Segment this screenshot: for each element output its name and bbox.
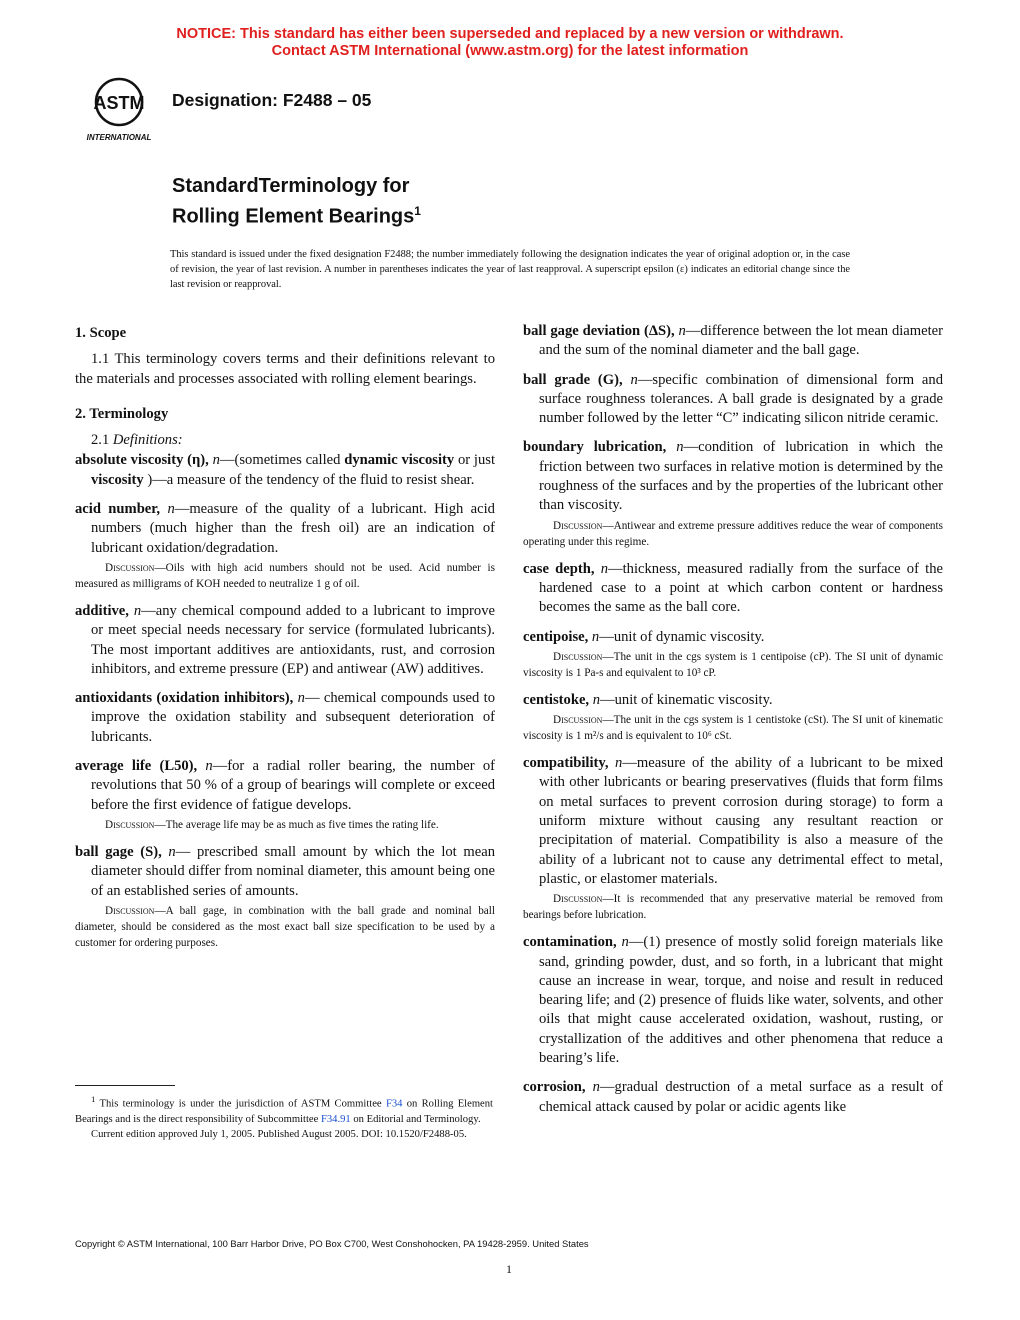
term-label: boundary lubrication, [523, 439, 667, 456]
term-centipoise [523, 628, 943, 647]
term-absolute-viscosity [75, 451, 495, 490]
term-definition: —for a radial roller bearing, the number of revolutions that 50 % of a group of bearings will complete or exceed before the first evidence of fatigue develops. [91, 758, 495, 813]
term-definition: — prescribed small amount by which the lot mean diameter should differ from nominal diameter, this amount being one of an established series of amounts. [91, 843, 496, 899]
astm-logo [76, 74, 162, 144]
discussion-label: Discussion [105, 818, 155, 831]
term-definition: —unit of dynamic viscosity. [599, 628, 765, 645]
title-line-2: Rolling Element Bearings [172, 205, 415, 228]
left-column [75, 322, 495, 961]
term-label: antioxidants (oxidation inhibitors), [75, 690, 294, 707]
term-definition: — chemical compounds used to improve the oxidation stability and subsequent deterioration of lubricants. [91, 690, 495, 745]
term-label: ball gage deviation (ΔS), [523, 323, 675, 339]
term-label: absolute viscosity (η), [75, 452, 209, 469]
term-additive [75, 602, 495, 679]
term-pos: n [205, 758, 213, 775]
term-pos: n [676, 439, 684, 456]
discussion-ball-gage [75, 903, 495, 951]
term-compatibility [523, 754, 943, 889]
discussion-centistoke [523, 712, 943, 744]
footnote-text: This terminology is under the jurisdiction of ASTM Committee [95, 1098, 386, 1110]
term-label: additive, [75, 602, 129, 619]
discussion-compatibility [523, 891, 943, 923]
page-number: 1 [506, 1262, 512, 1276]
term-pos: n [297, 690, 305, 707]
discussion-text: —Antiwear and extreme pressure additives reduce the wear of components operating under this regime. [523, 519, 943, 548]
term-label: contamination, [523, 934, 617, 951]
term-label: case depth, [523, 560, 595, 577]
term-label: ball gage (S), [75, 843, 162, 860]
term-pos: n [600, 560, 609, 577]
title-line-1: StandardTerminology for [172, 175, 410, 197]
discussion-boundary-lubrication [523, 518, 943, 550]
scope-heading: 1. Scope [75, 325, 127, 341]
term-def-part: or just [454, 452, 496, 469]
term-ball-gage-deviation [523, 322, 943, 361]
term-antioxidants [75, 689, 495, 747]
definitions-number: 2.1 [91, 432, 113, 449]
term-label: compatibility, [523, 755, 609, 772]
discussion-average-life [75, 817, 495, 833]
term-pos: n [615, 755, 623, 772]
term-label: centipoise, [523, 628, 589, 645]
footnote-text: on Editorial and Terminology. [350, 1113, 481, 1125]
discussion-centipoise [523, 649, 943, 681]
term-definition: —gradual destruction of a metal surface as a result of chemical attack caused by polar or acidic agents like [539, 1079, 943, 1115]
right-column [523, 322, 943, 1127]
term-def-part: —(sometimes called [219, 452, 345, 469]
notice-line-2: Contact ASTM International (www.astm.org) for the latest information [271, 43, 749, 59]
term-pos: n [212, 452, 220, 469]
term-pos: n [678, 323, 686, 339]
copyright: Copyright © ASTM International, 100 Barr Harbor Drive, PO Box C700, West Conshohocken, PA 19428-2959. United States [75, 1238, 589, 1249]
term-ball-grade [523, 371, 943, 429]
term-centistoke [523, 691, 943, 710]
term-definition: —any chemical compound added to a lubricant to improve or meet special needs necessary for service (formulated lubricants). The most important additives are antioxidants, rust, and corrosion inhibitors, and extreme pressure (EP) and antiwear (AW) additives. [91, 602, 495, 677]
term-ball-gage [75, 843, 495, 901]
designation: Designation: F2488 – 05 [172, 90, 372, 110]
notice-banner [0, 26, 1020, 60]
scope-paragraph: 1.1 This terminology covers terms and their definitions relevant to the materials and processes associated with rolling element bearings. [75, 351, 495, 387]
footnote-mark: 1 [91, 1094, 96, 1104]
term-definition: —measure of the quality of a lubricant. High acid numbers (much higher than the fresh oil) are an indication of lubricant oxidation/degradation. [91, 501, 495, 556]
term-average-life [75, 757, 495, 815]
term-label: centistoke, [523, 691, 590, 708]
footnote-edition: Current edition approved July 1, 2005. Published August 2005. DOI: 10.1520/F2488-05. [91, 1128, 467, 1140]
committee-link[interactable]: F34 [385, 1098, 403, 1110]
term-pos: n [621, 934, 629, 951]
title-footnote-mark: 1 [414, 204, 421, 218]
terminology-heading: 2. Terminology [75, 405, 169, 422]
discussion-text: —The unit in the cgs system is 1 centipoise (cP). The SI unit of dynamic viscosity is 1 Pa-s and equivalent to 10³ cP. [523, 650, 943, 679]
discussion-text: —The average life may be as much as five times the rating life. [154, 818, 439, 831]
discussion-label: Discussion [105, 904, 155, 917]
term-pos: n [133, 602, 142, 619]
subcommittee-link[interactable]: F34.91 [320, 1113, 351, 1125]
term-label: average life (L50), [75, 758, 198, 775]
term-label: acid number, [75, 501, 161, 518]
term-pos: n [630, 371, 638, 388]
discussion-label: Discussion [553, 893, 603, 906]
term-definition: —(1) presence of mostly solid foreign materials like sand, grinding powder, dust, and so forth, in a lubricant that might cause an increase in wear, torque, and noise and result in reduced bearing life; and (2) presence of fluids like water, solvents, and other oils that might cause accelerated oxidation, washout, rusting, or crystallization of the additives and other phenomena that reduce a bearing’s life. [539, 934, 943, 1067]
term-label: corrosion, [523, 1079, 586, 1096]
discussion-acid-number [75, 560, 495, 592]
notice-line-1: NOTICE: This standard has either been superseded and replaced by a new version or withdrawn. [176, 26, 844, 42]
term-case-depth [523, 560, 943, 618]
term-pos: n [168, 843, 176, 860]
term-corrosion [523, 1078, 943, 1117]
term-pos: n [591, 628, 600, 645]
term-pos: n [592, 1079, 600, 1096]
term-definition: —thickness, measured radially from the surface of the hardened case to a point at which carbon content or hardness becomes the same as the ball core. [539, 560, 943, 616]
term-boundary-lubrication [523, 438, 943, 515]
term-pos: n [592, 691, 601, 708]
term-definition: —measure of the ability of a lubricant to be mixed with other lubricants or bearing preservatives (fluids that form films on metal surfaces to prevent corrosion during storage) to form a uniform mixture without causing any resultant reaction or precipitation of material. Compatibility is also a measure of the ability of a lubricant not to cause any detrimental effect to metal, plastic, or elastomer materials. [539, 755, 943, 887]
footnote [75, 1092, 493, 1142]
definitions-label: Definitions: [112, 432, 183, 449]
term-ref: dynamic viscosity [344, 452, 455, 469]
term-acid-number [75, 500, 495, 558]
term-definition: —unit of kinematic viscosity. [600, 691, 773, 708]
logo-subtitle: INTERNATIONAL [86, 133, 152, 142]
footnote-text: on Rolling Element Bearings and is the direct responsibility of Subcommittee [75, 1098, 494, 1125]
document-title [172, 174, 421, 230]
discussion-label: Discussion [105, 561, 155, 574]
definitions-subheading [91, 431, 495, 450]
term-definition: —condition of lubrication in which the friction between two surfaces in relative motion is determined by the roughness of the surfaces and by the properties of the lubricant other than viscosity. [539, 439, 943, 514]
term-label: ball grade (G), [523, 371, 623, 388]
term-pos: n [167, 501, 175, 518]
astm-logo-icon [76, 74, 162, 144]
discussion-label: Discussion [553, 519, 603, 532]
term-ref: viscosity [91, 471, 144, 488]
logo-text: ASTM [93, 93, 145, 113]
term-def-part: )—a measure of the tendency of the fluid to resist shear. [143, 471, 475, 488]
term-definition: —difference between the lot mean diameter and the sum of the nominal diameter and the ball gage. [539, 323, 944, 359]
discussion-label: Discussion [553, 650, 603, 663]
term-definition: —specific combination of dimensional form and surface roughness tolerances. A ball grade is designated by a grade number followed by the letter “C” indicating silicon nitride ceramic. [539, 371, 943, 427]
discussion-label: Discussion [553, 714, 603, 727]
discussion-text: —A ball gage, in combination with the ball grade and nominal ball diameter, should be considered as the most exact ball size specification to be used by a customer for ordering purposes. [75, 904, 495, 949]
discussion-text: —It is recommended that any preservative material be removed from bearings before lubrication. [523, 893, 943, 922]
term-contamination [523, 933, 943, 1068]
discussion-text: —Oils with high acid numbers should not be used. Acid number is measured as milligrams of KOH needed to neutralize 1 g of oil. [75, 561, 495, 590]
issuance-statement: This standard is issued under the fixed designation F2488; the number immediately following the designation indicates the year of original adoption or, in the case of revision, the year of last revision. A number in parentheses indicates the year of last reapproval. A superscript epsilon (ε) indicates an editorial change since the last revision or reapproval. [170, 249, 850, 290]
footnote-divider [75, 1085, 175, 1086]
discussion-text: —The unit in the cgs system is 1 centistoke (cSt). The SI unit of kinematic viscosity is 1 m²/s and is equivalent to 10⁶ cSt. [523, 714, 943, 743]
